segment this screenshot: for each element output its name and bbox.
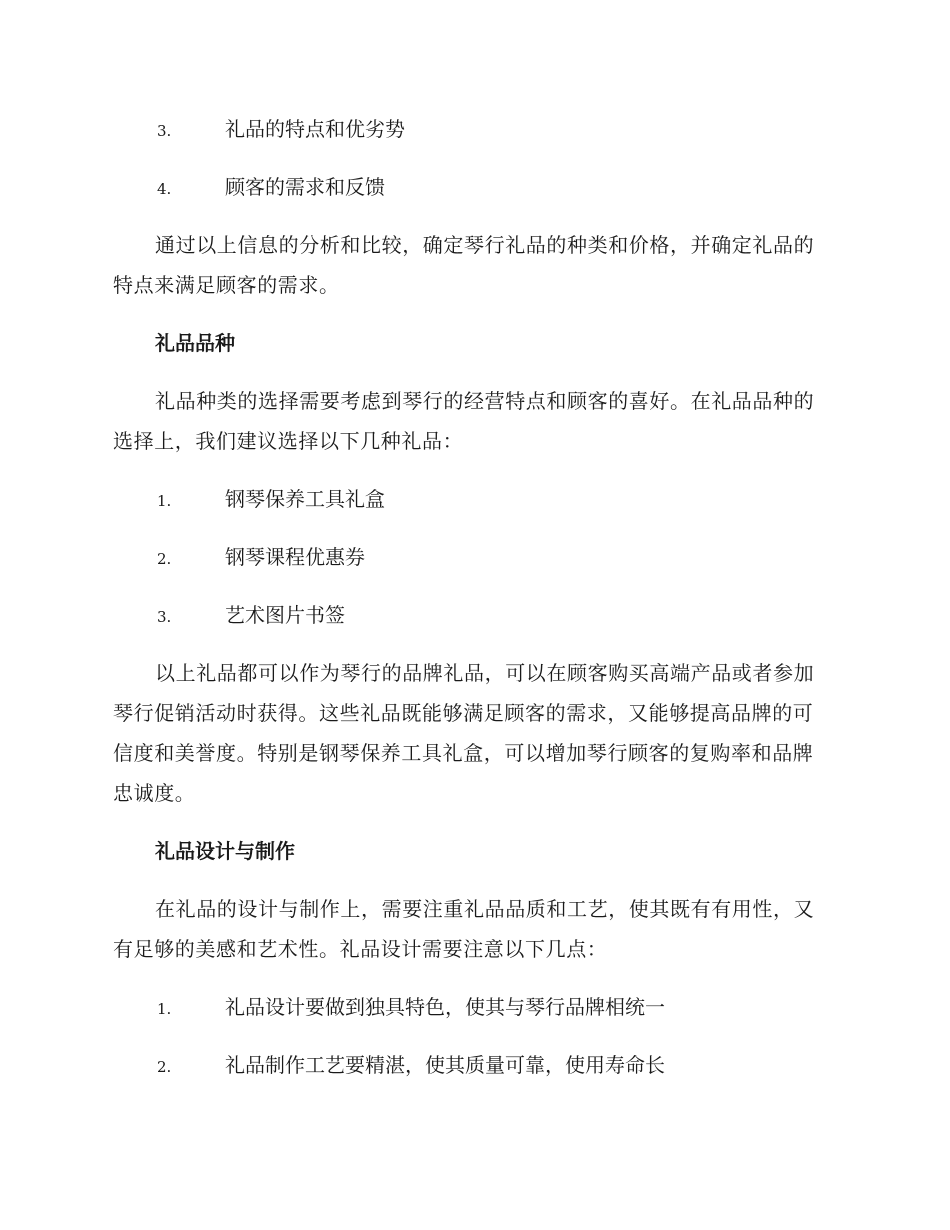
paragraph: 以上礼品都可以作为琴行的品牌礼品，可以在顾客购买高端产品或者参加琴行促销活动时获得。这些礼品既能够满足顾客的需求，又能够提高品牌的可信度和美誉度。特别是钢琴保养工具礼盒，可以增加琴行顾客的复购率和品牌忠诚度。 xyxy=(113,661,815,805)
list-text: 礼品设计要做到独具特色，使其与琴行品牌相统一 xyxy=(225,995,665,1019)
paragraph: 通过以上信息的分析和比较，确定琴行礼品的种类和价格，并确定礼品的特点来满足顾客的需求。 xyxy=(113,233,815,297)
list-text: 钢琴课程优惠券 xyxy=(225,545,365,569)
list-number: 1. xyxy=(157,1000,172,1018)
list-item xyxy=(113,167,833,225)
list-number: 2. xyxy=(157,1058,172,1076)
list-number: 3. xyxy=(157,608,172,626)
list-text: 礼品制作工艺要精湛，使其质量可靠，使用寿命长 xyxy=(225,1053,665,1077)
list-text: 钢琴保养工具礼盒 xyxy=(225,487,385,511)
list-item xyxy=(113,537,833,595)
list-item xyxy=(113,987,833,1045)
list-text: 艺术图片书签 xyxy=(225,603,345,627)
list-item xyxy=(113,1045,833,1103)
list-text: 顾客的需求和反馈 xyxy=(225,175,385,199)
paragraph: 在礼品的设计与制作上，需要注重礼品品质和工艺，使其既有有用性，又有足够的美感和艺术性。礼品设计需要注意以下几点： xyxy=(113,897,815,961)
list-item xyxy=(113,479,833,537)
section-heading: 礼品设计与制作 xyxy=(155,839,295,863)
section-heading: 礼品品种 xyxy=(155,331,235,355)
list-number: 4. xyxy=(157,180,172,198)
list-number: 3. xyxy=(157,122,172,140)
list-number: 1. xyxy=(157,492,172,510)
list-text: 礼品的特点和优劣势 xyxy=(225,117,405,141)
paragraph: 礼品种类的选择需要考虑到琴行的经营特点和顾客的喜好。在礼品品种的选择上，我们建议选择以下几种礼品： xyxy=(113,389,815,453)
list-item xyxy=(113,595,833,653)
document-body xyxy=(113,109,833,1103)
list-item xyxy=(113,109,833,167)
list-number: 2. xyxy=(157,550,172,568)
